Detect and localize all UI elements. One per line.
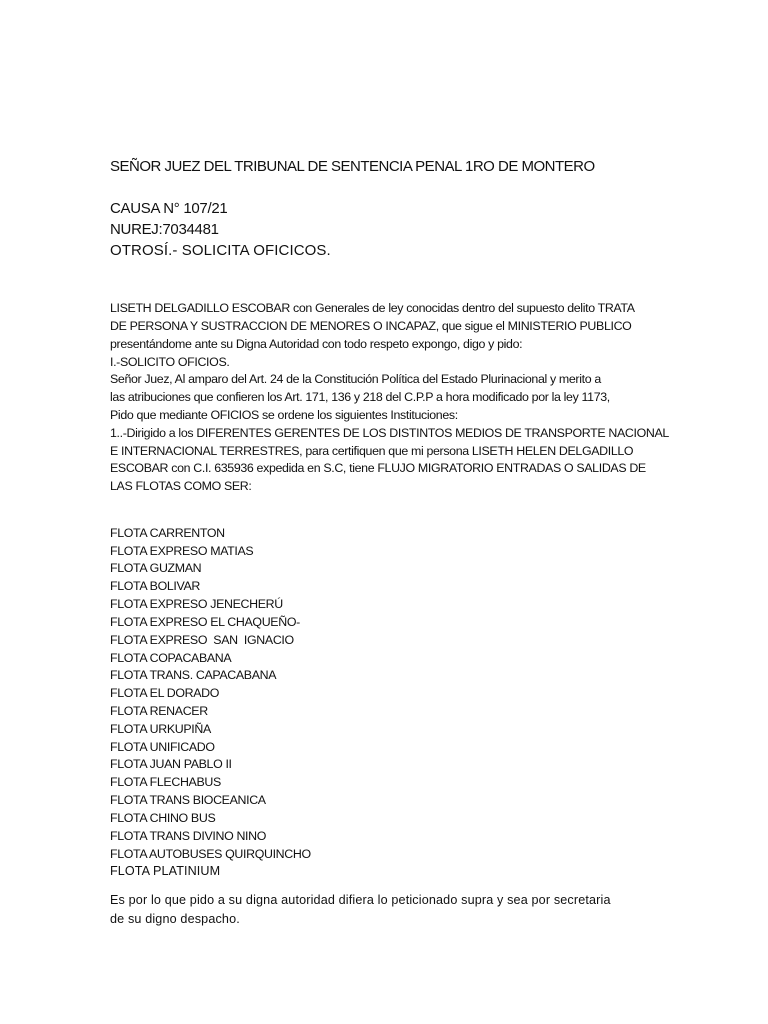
closing-line: Es por lo que pido a su digna autoridad difiera lo peticionado supra y sea por secretaria — [110, 893, 611, 907]
body-line: 1..-Dirigido a los DIFERENTES GERENTES DE LOS DISTINTOS MEDIOS DE TRANSPORTE NACIONAL — [110, 426, 669, 440]
list-item: FLOTA EXPRESO MATIAS — [110, 544, 254, 558]
nurej-number: NUREJ:7034481 — [110, 221, 219, 238]
case-number: CAUSA N° 107/21 — [110, 200, 228, 217]
list-item: FLOTA TRANS DIVINO NINO — [110, 829, 267, 843]
body-line: las atribuciones que confieren los Art. 171, 136 y 218 del C.P.P a hora modificado por la ley 1173, — [110, 390, 610, 404]
body-line: E INTERNACIONAL TERRESTRES, para certifiquen que mi persona LISETH HELEN DELGADILLO — [110, 444, 634, 458]
list-item: FLOTA PLATINIUM — [110, 864, 221, 878]
list-item: FLOTA UNIFICADO — [110, 740, 215, 754]
list-item: FLOTA TRANS. CAPACABANA — [110, 668, 277, 682]
list-item: FLOTA EXPRESO EL CHAQUEÑO- — [110, 615, 300, 629]
list-item: FLOTA RENACER — [110, 704, 208, 718]
body-line: LAS FLOTAS COMO SER: — [110, 479, 252, 493]
list-item: FLOTA EL DORADO — [110, 686, 220, 700]
body-line: LISETH DELGADILLO ESCOBAR con Generales de ley conocidas dentro del supuesto delito TRATA — [110, 301, 635, 315]
otrosi-line: OTROSÍ.- SOLICITA OFICICOS. — [110, 242, 331, 259]
list-item: FLOTA FLECHABUS — [110, 775, 221, 789]
body-line: ESCOBAR con C.I. 635936 expedida en S.C, tiene FLUJO MIGRATORIO ENTRADAS O SALIDAS DE — [110, 461, 646, 475]
body-line: presentándome ante su Digna Autoridad con todo respeto expongo, digo y pido: — [110, 337, 523, 351]
body-line: Pido que mediante OFICIOS se ordene los siguientes Instituciones: — [110, 408, 458, 422]
document-heading: SEÑOR JUEZ DEL TRIBUNAL DE SENTENCIA PENAL 1RO DE MONTERO — [110, 158, 595, 175]
list-item: FLOTA EXPRESO JENECHERÚ — [110, 597, 283, 611]
list-item: FLOTA GUZMAN — [110, 561, 202, 575]
list-item: FLOTA COPACABANA — [110, 651, 232, 665]
list-item: FLOTA EXPRESO SAN IGNACIO — [110, 633, 294, 647]
body-line: Señor Juez, Al amparo del Art. 24 de la Constitución Política del Estado Plurinacional y merito a — [110, 372, 601, 386]
list-item: FLOTA URKUPIÑA — [110, 722, 211, 736]
list-item: FLOTA AUTOBUSES QUIRQUINCHO — [110, 847, 311, 861]
list-item: FLOTA JUAN PABLO II — [110, 757, 232, 771]
list-item: FLOTA CHINO BUS — [110, 811, 216, 825]
body-line: DE PERSONA Y SUSTRACCION DE MENORES O INCAPAZ, que sigue el MINISTERIO PUBLICO — [110, 319, 632, 333]
list-item: FLOTA TRANS BIOCEANICA — [110, 793, 266, 807]
body-line: I.-SOLICITO OFICIOS. — [110, 355, 230, 369]
list-item: FLOTA CARRENTON — [110, 526, 225, 540]
closing-line: de su digno despacho. — [110, 912, 240, 926]
list-item: FLOTA BOLIVAR — [110, 579, 201, 593]
